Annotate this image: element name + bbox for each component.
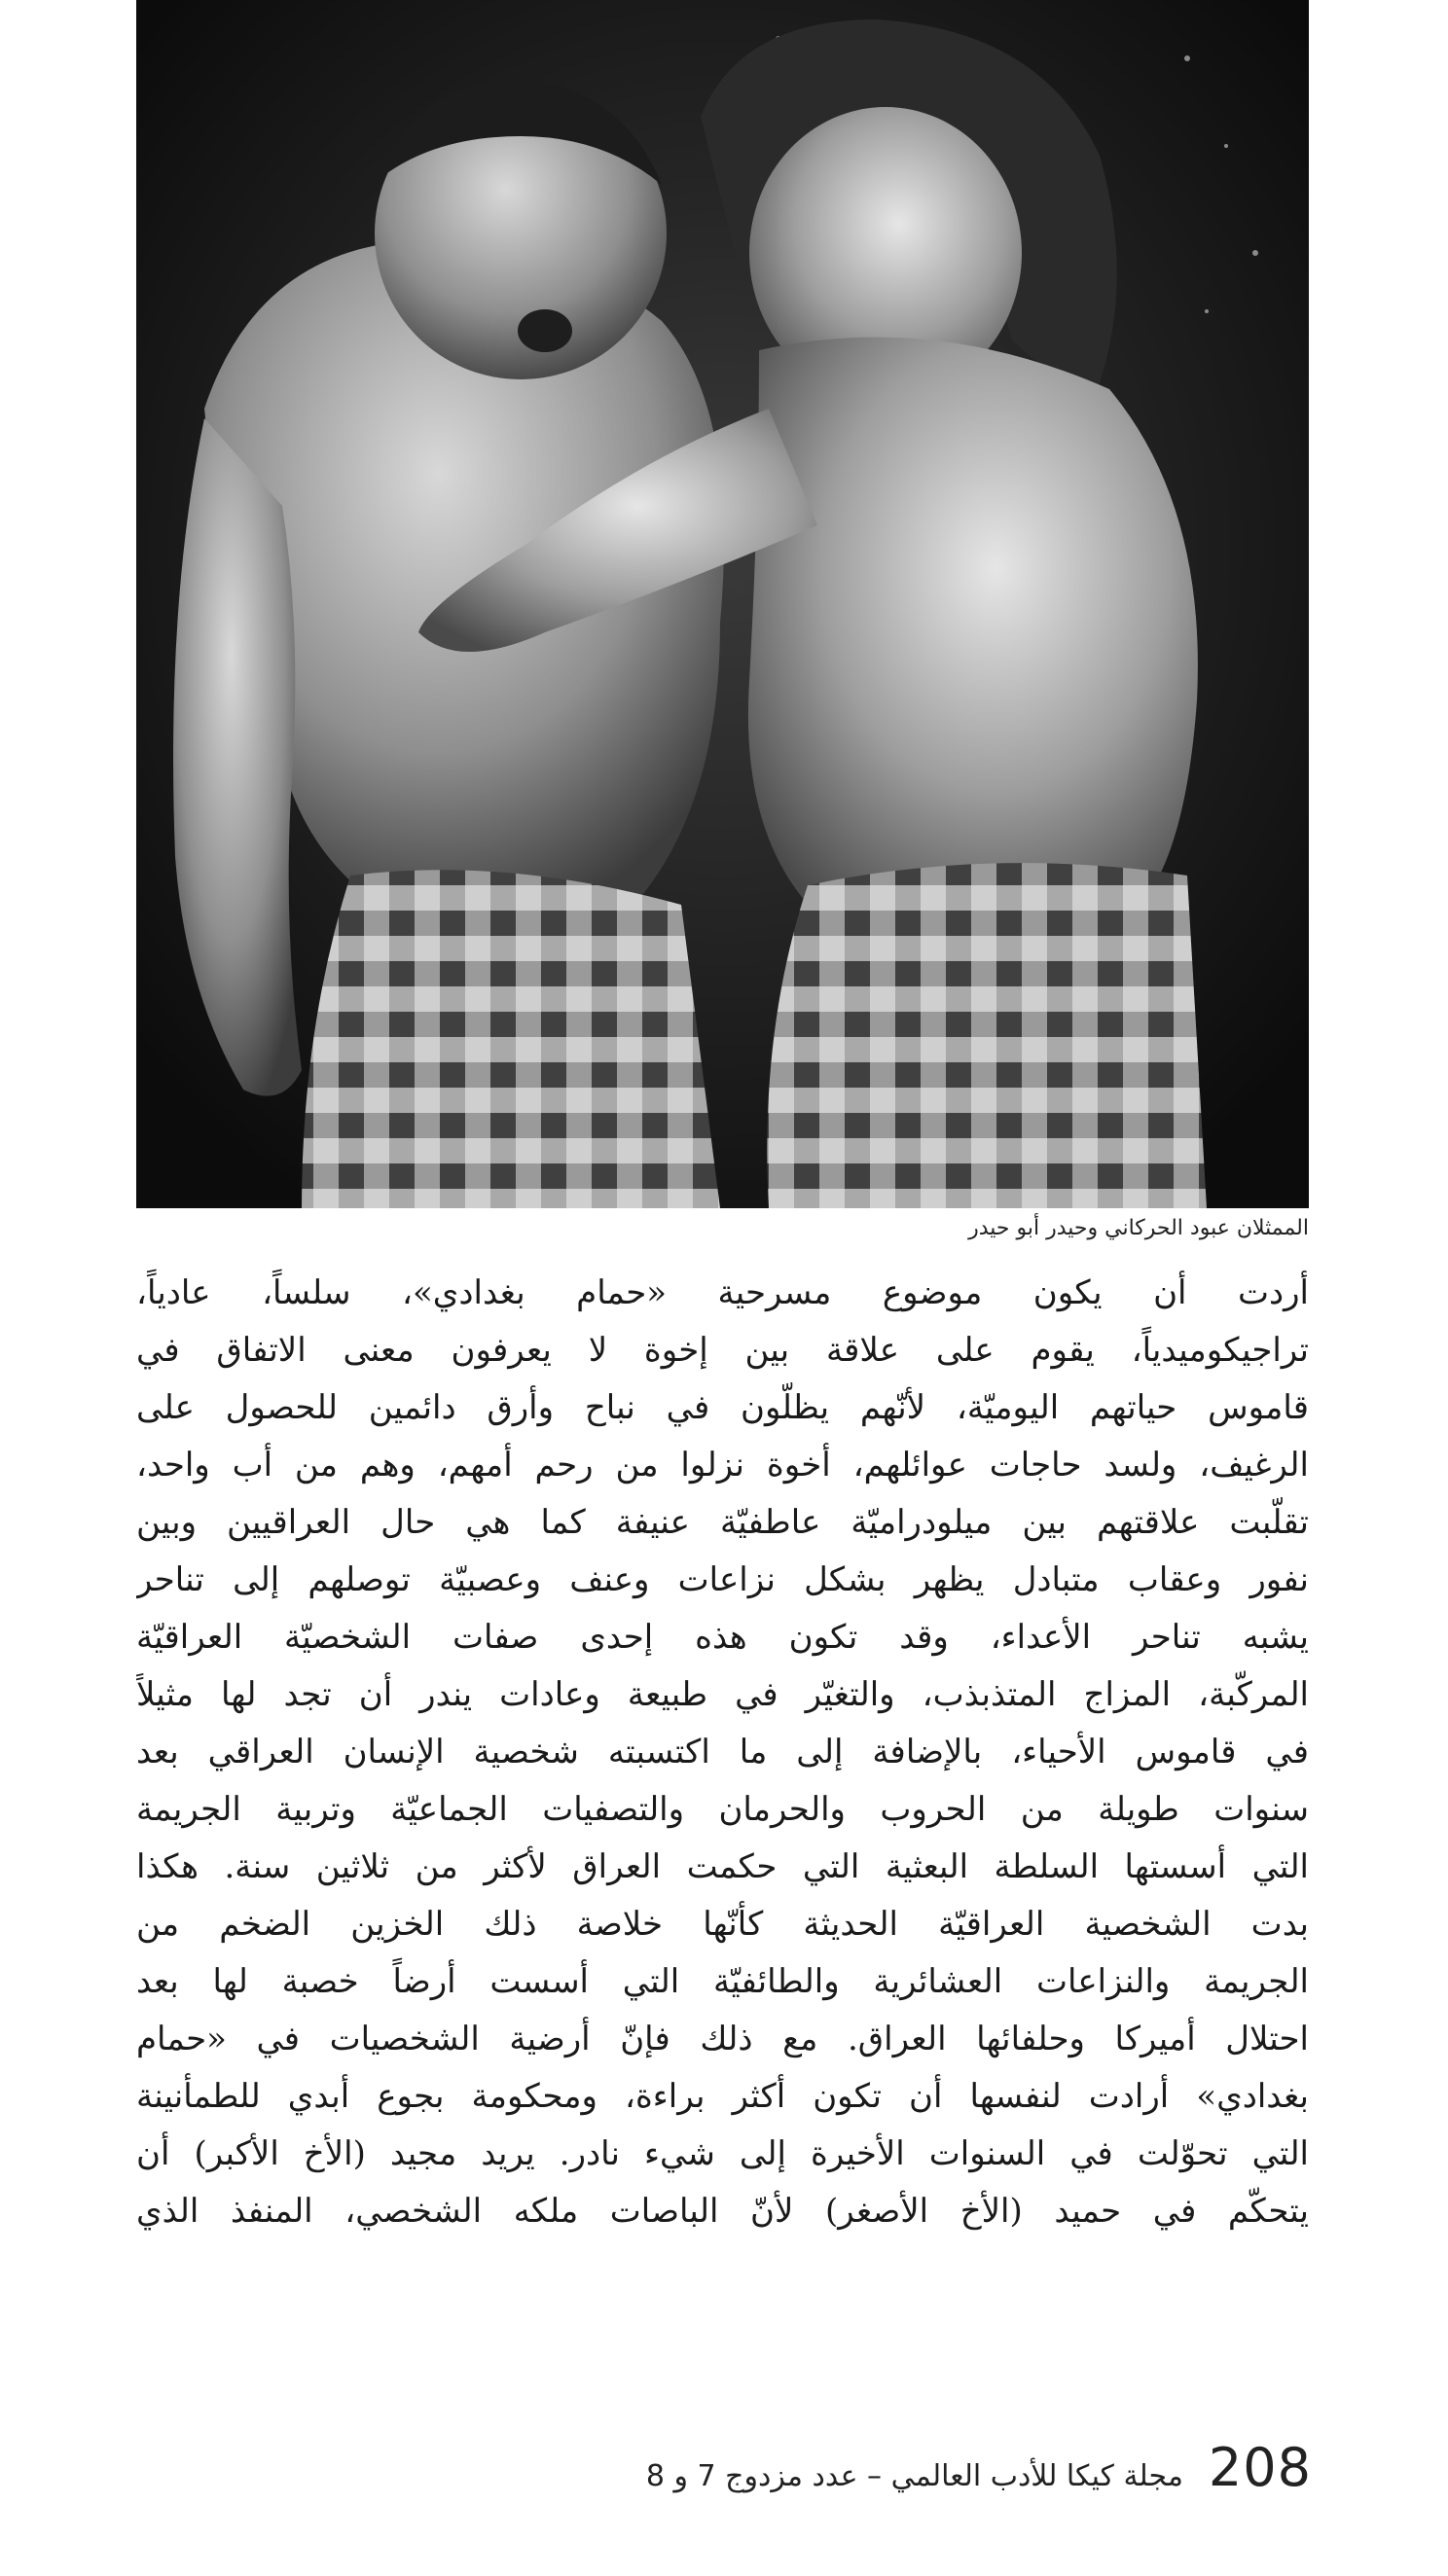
stage-photo-illustration	[136, 0, 1309, 1208]
text-line: التي تحوّلت في السنوات الأخيرة إلى شيء نادر. يريد مجيد (الأخ الأكبر) أن	[136, 2134, 1309, 2173]
text-line: أردت أن يكون موضوع مسرحية «حمام بغدادي»، سلساً، عادياً،	[136, 1273, 1309, 1312]
journal-title: مجلة كيكا للأدب العالمي – عدد مزدوج 7 و 8	[645, 2459, 1183, 2493]
article-body	[136, 1265, 1309, 2240]
text-line: بغدادي» أرادت لنفسها أن تكون أكثر براءة، ومحكومة بجوع أبدي للطمأنينة	[136, 2077, 1309, 2116]
text-line: الرغيف، ولسد حاجات عوائلهم، أخوة نزلوا من رحم أمهم، وهم من أب واحد،	[136, 1446, 1309, 1485]
page-footer	[646, 2437, 1312, 2498]
text-line: بدت الشخصية العراقيّة الحديثة كأنّها خلاصة ذلك الخزين الضخم من	[136, 1905, 1309, 1944]
text-line: سنوات طويلة من الحروب والحرمان والتصفيات الجماعيّة وتربية الجريمة	[136, 1790, 1309, 1829]
photo-caption: الممثلان عبود الحركاني وحيدر أبو حيدر	[968, 1216, 1309, 1240]
text-line: يشبه تناحر الأعداء، وقد تكون هذه إحدى صفات الشخصيّة العراقيّة	[136, 1618, 1309, 1657]
text-line: تقلّبت علاقتهم بين ميلودراميّة عاطفيّة عنيفة كما هي حال العراقيين وبين	[136, 1503, 1309, 1542]
text-line: في قاموس الأحياء، بالإضافة إلى ما اكتسبته شخصية الإنسان العراقي بعد	[136, 1733, 1309, 1771]
text-line: نفور وعقاب متبادل يظهر بشكل نزاعات وعنف وعصبيّة توصلهم إلى تناحر	[136, 1560, 1309, 1599]
text-line: المركّبة، المزاج المتذبذب، والتغيّر في طبيعة وعادات يندر أن تجد لها مثيلاً	[136, 1675, 1309, 1714]
text-line: قاموس حياتهم اليوميّة، لأنّهم يظلّون في نباح وأرق دائمين للحصول على	[136, 1388, 1309, 1427]
text-line: الجريمة والنزاعات العشائرية والطائفيّة التي أسست أرضاً خصبة لها بعد	[136, 1962, 1309, 2001]
page-number: 208	[1208, 2437, 1312, 2498]
text-line: التي أسستها السلطة البعثية التي حكمت العراق لأكثر من ثلاثين سنة. هكذا	[136, 1847, 1309, 1886]
text-line: احتلال أميركا وحلفائها العراق. مع ذلك فإنّ أرضية الشخصيات في «حمام	[136, 2020, 1309, 2058]
text-line: يتحكّم في حميد (الأخ الأصغر) لأنّ الباصات ملكه الشخصي، المنفذ الذي	[136, 2192, 1309, 2231]
text-line: تراجيكوميدياً، يقوم على علاقة بين إخوة لا يعرفون معنى الاتفاق في	[136, 1331, 1309, 1370]
stage-photo	[136, 0, 1309, 1208]
